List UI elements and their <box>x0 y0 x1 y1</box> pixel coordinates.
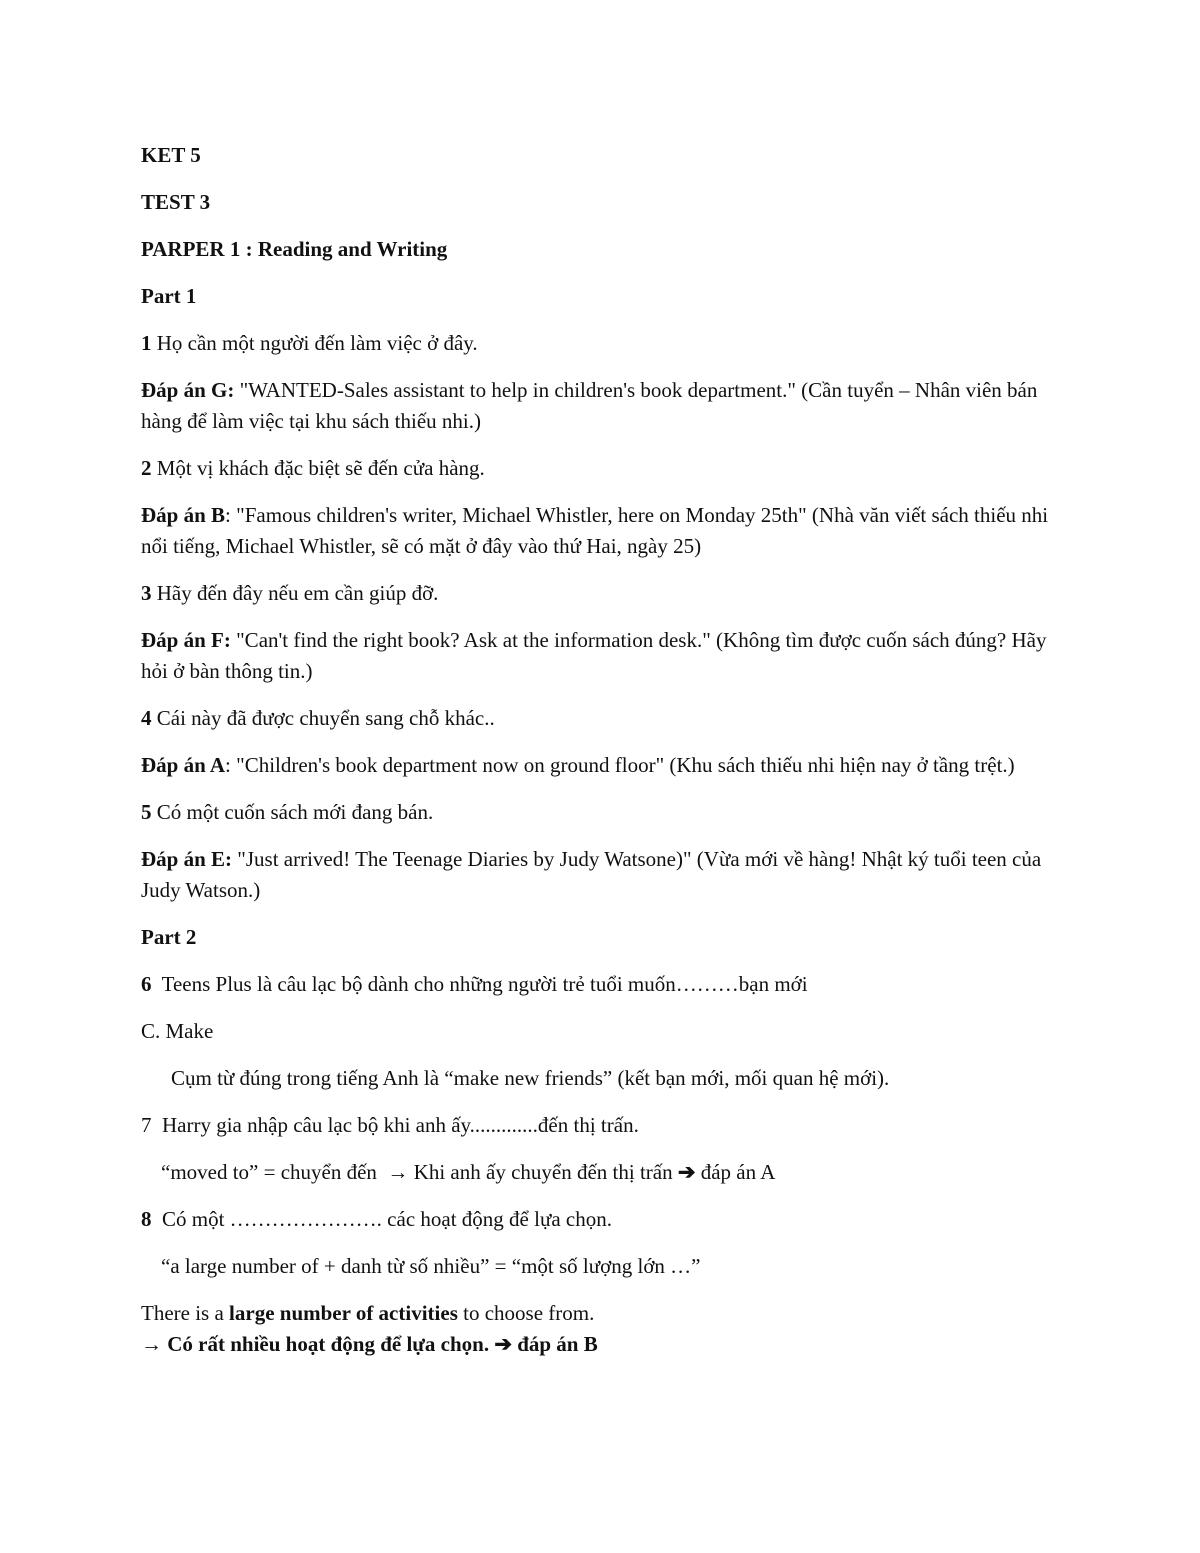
sentence-part: There is a <box>141 1301 230 1325</box>
answer-1 <box>141 375 1061 437</box>
test-title: TEST 3 <box>141 190 211 214</box>
explanation-8: “a large number of + danh từ số nhiều” = “một số lượng lớn …” <box>161 1254 701 1278</box>
question-4 <box>141 703 1061 734</box>
answer-text: "Just arrived! The Teenage Diaries by Judy Watsone)" (Vừa mới về hàng! Nhật ký tuổi teen của Judy Watson.) <box>141 847 1042 902</box>
question-text: Harry gia nhập câu lạc bộ khi anh ấy.............đến thị trấn. <box>151 1113 639 1137</box>
answer-label: Đáp án E: <box>141 847 233 871</box>
question-number: 1 <box>141 331 152 355</box>
answer-3 <box>141 625 1061 687</box>
question-text: Có một cuốn sách mới đang bán. <box>151 800 434 824</box>
final-answer <box>141 1329 1061 1360</box>
question-8 <box>141 1204 1061 1235</box>
final-text: → Có rất nhiều hoạt động để lựa chọn. <box>141 1332 495 1356</box>
question-5 <box>141 797 1061 828</box>
question-text: Họ cần một người đến làm việc ở đây. <box>151 331 478 355</box>
question-text: Hãy đến đây nếu em cần giúp đỡ. <box>151 581 439 605</box>
part1-heading: Part 1 <box>141 284 197 308</box>
question-text: Một vị khách đặc biệt sẽ đến cửa hàng. <box>151 456 485 480</box>
question-text: Có một …………………. các hoạt động để lựa chọn. <box>151 1207 612 1231</box>
answer-label: Đáp án A <box>141 753 226 777</box>
explanation-text: “moved to” = chuyển đến → Khi anh ấy chuyển đến thị trấn <box>161 1160 678 1184</box>
question-3 <box>141 578 1061 609</box>
arrow-right-icon: ➔ <box>494 1332 512 1356</box>
question-2 <box>141 453 1061 484</box>
answer-5 <box>141 844 1061 906</box>
question-1 <box>141 328 1061 359</box>
example-sentence <box>141 1298 1061 1329</box>
question-number: 5 <box>141 800 152 824</box>
answer-label: Đáp án G: <box>141 378 235 402</box>
answer-text: đáp án A <box>695 1160 776 1184</box>
explanation-7 <box>141 1157 1061 1188</box>
answer-text: "WANTED-Sales assistant to help in children's book department." (Cần tuyển – Nhân viên bán hàng để làm việc tại khu sách thiếu nhi.) <box>141 378 1038 433</box>
answer-text: : "Children's book department now on ground floor" (Khu sách thiếu nhi hiện nay ở tầng trệt.) <box>225 753 1015 777</box>
answer-4 <box>141 750 1061 781</box>
answer-2 <box>141 500 1061 562</box>
explanation-6: Cụm từ đúng trong tiếng Anh là “make new friends” (kết bạn mới, mối quan hệ mới). <box>171 1066 890 1090</box>
answer-text: "Can't find the right book? Ask at the information desk." (Không tìm được cuốn sách đúng? Hãy hỏi ở bàn thông tin.) <box>141 628 1047 683</box>
question-text: Cái này đã được chuyển sang chỗ khác.. <box>151 706 495 730</box>
question-7 <box>141 1110 1061 1141</box>
answer-label: Đáp án F: <box>141 628 231 652</box>
question-6 <box>141 969 1061 1000</box>
answer-text: đáp án B <box>511 1332 598 1356</box>
paper-title: PARPER 1 : Reading and Writing <box>141 237 448 261</box>
arrow-right-icon: ➔ <box>677 1160 696 1184</box>
document-page <box>141 140 1061 1376</box>
answer-label: Đáp án B <box>141 503 226 527</box>
question-number: 3 <box>141 581 152 605</box>
answer-text: : "Famous children's writer, Michael Whistler, here on Monday 25th" (Nhà văn viết sách thiếu nhi nổi tiếng, Michael Whistler, sẽ có mặt ở đây vào thứ Hai, ngày 25) <box>141 503 1049 558</box>
question-number: 6 <box>141 972 152 996</box>
question-number: 4 <box>141 706 152 730</box>
choice-6: C. Make <box>141 1019 214 1043</box>
part2-heading: Part 2 <box>141 925 197 949</box>
sentence-highlight: large number of activities <box>229 1301 458 1325</box>
question-number: 7 <box>141 1113 152 1137</box>
question-number: 8 <box>141 1207 152 1231</box>
sentence-part: to choose from. <box>457 1301 595 1325</box>
question-text: Teens Plus là câu lạc bộ dành cho những người trẻ tuổi muốn………bạn mới <box>151 972 808 996</box>
question-number: 2 <box>141 456 152 480</box>
doc-title: KET 5 <box>141 143 201 167</box>
